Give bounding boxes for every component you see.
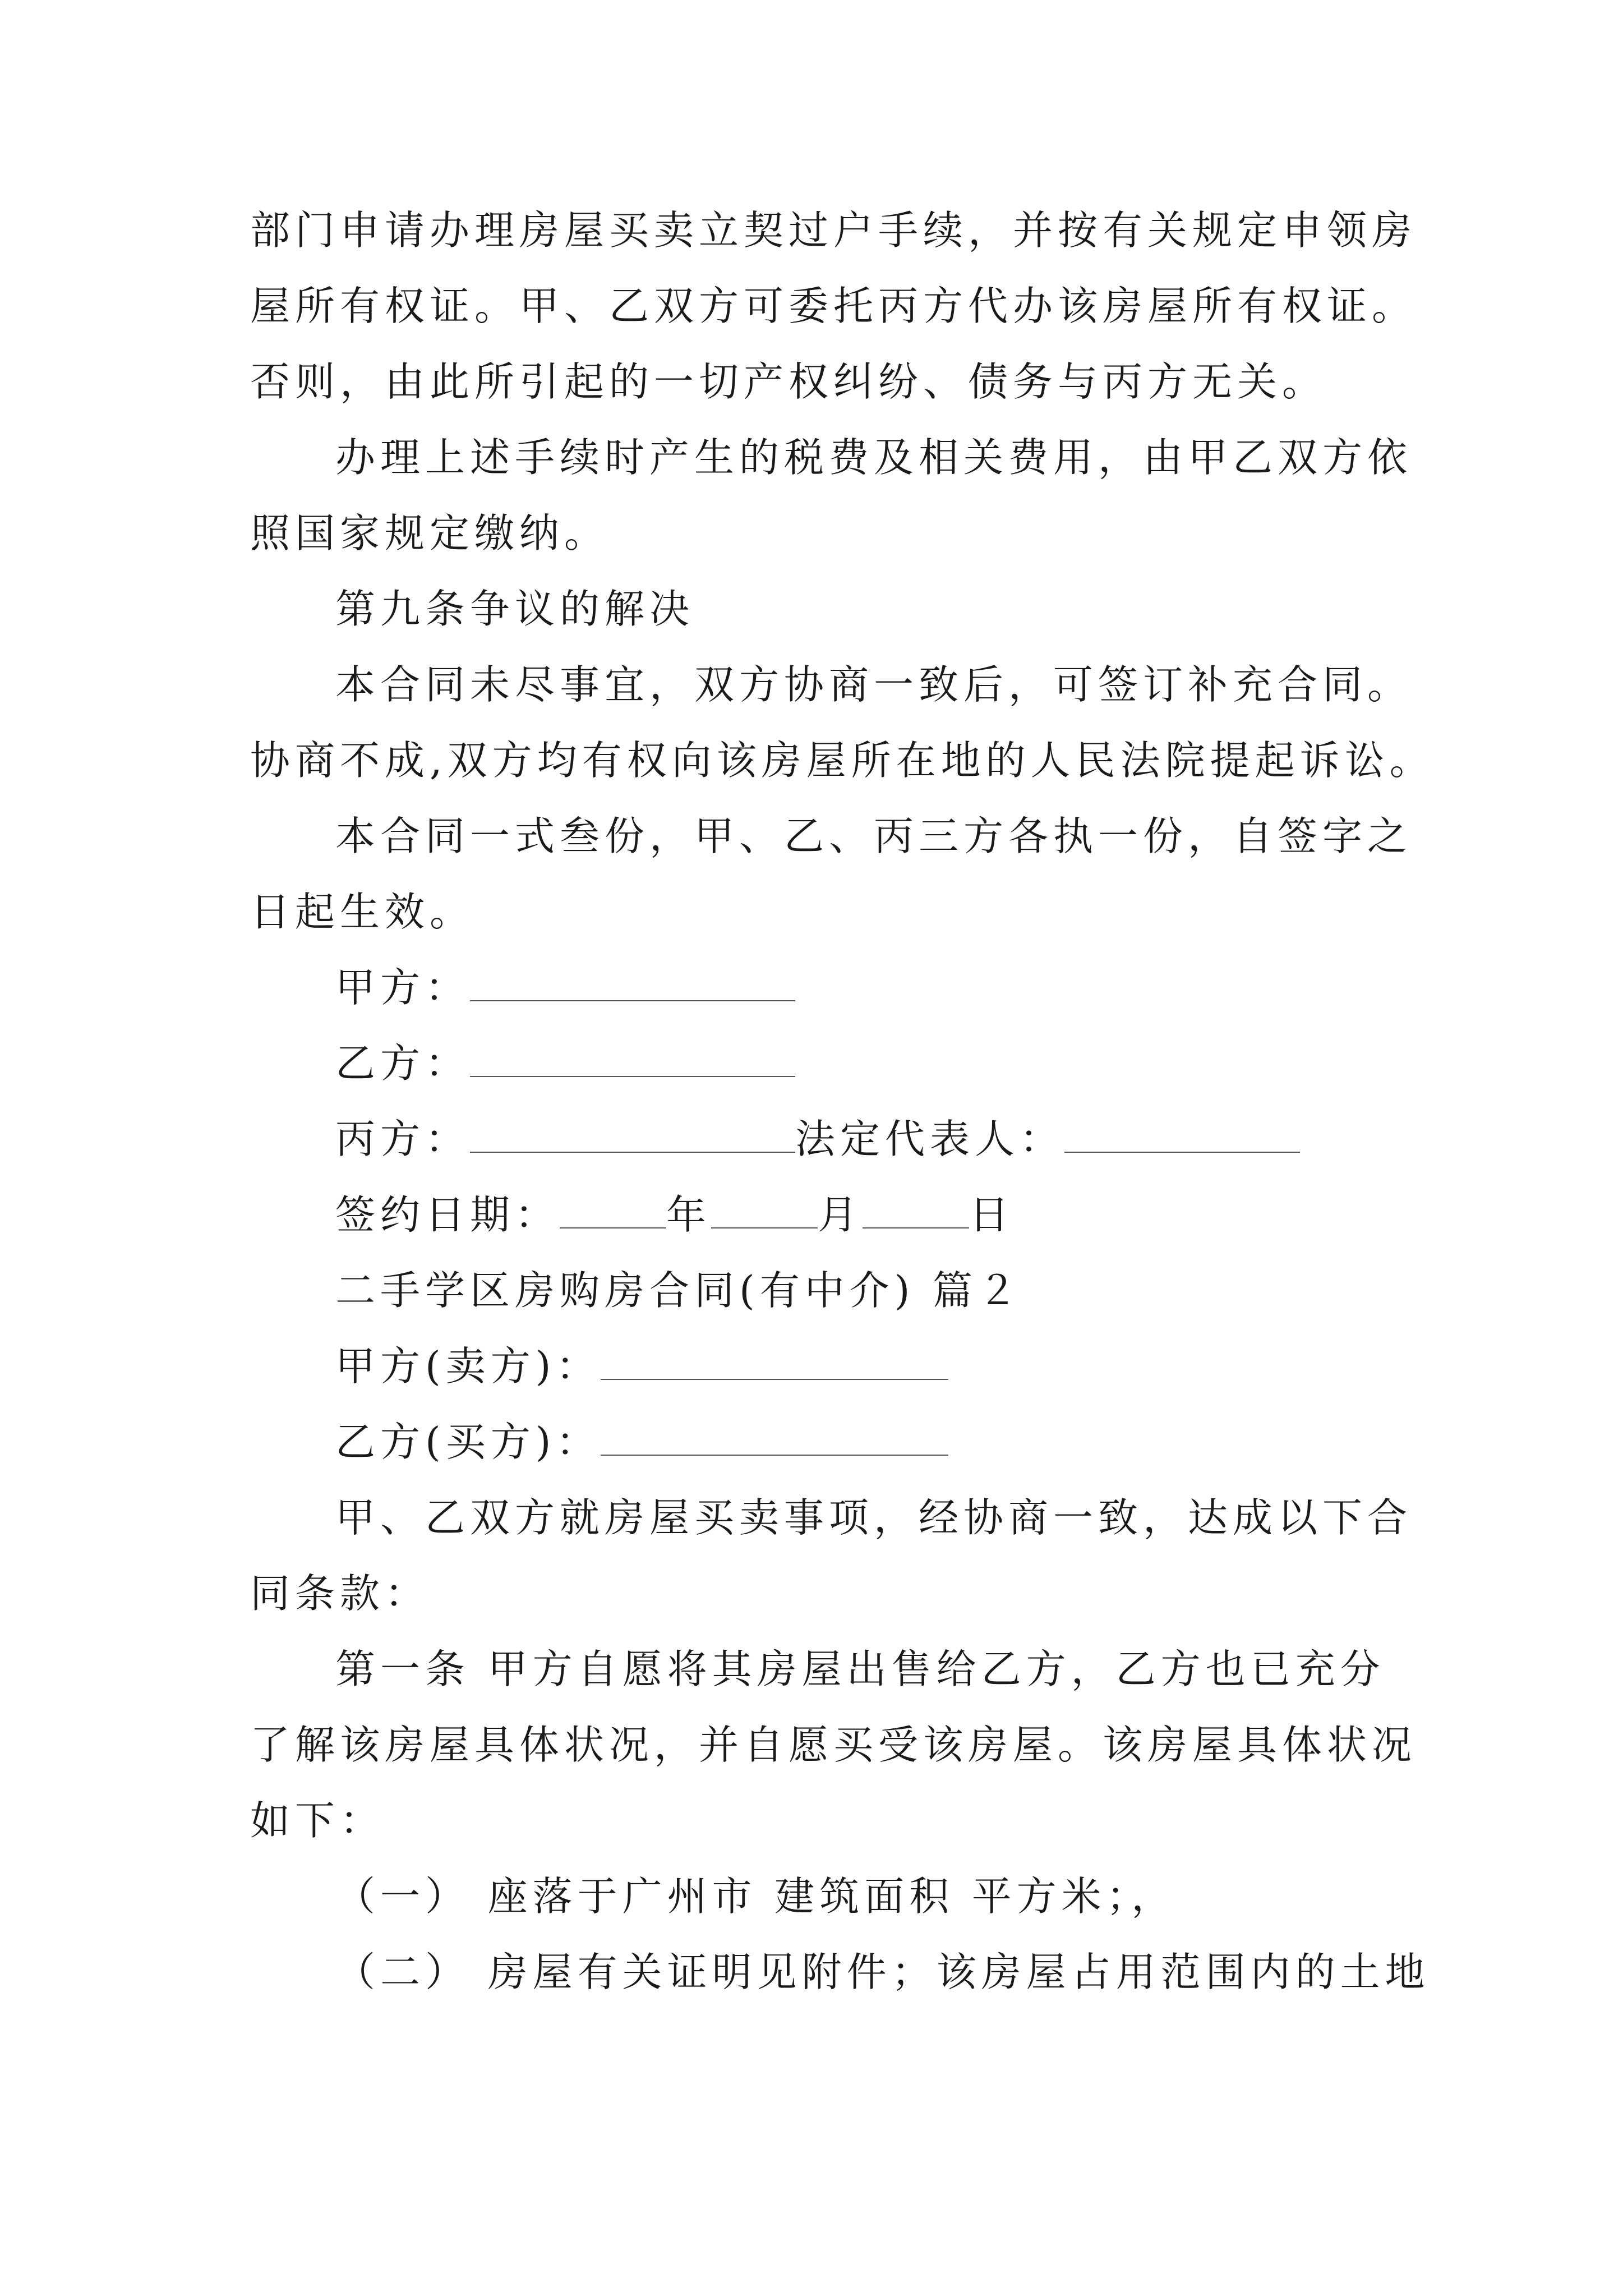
text-line: 如下：	[250, 1797, 385, 1844]
year-label: 年	[666, 1191, 712, 1238]
article-heading: 第一条 甲方自愿将其房屋出售给乙方，乙方也已充分	[335, 1646, 1385, 1692]
text-line: 照国家规定缴纳。	[250, 510, 610, 556]
party-a-blank	[470, 970, 795, 1001]
sign-date-label: 签约日期：	[335, 1191, 560, 1238]
legal-rep-blank	[1064, 1121, 1300, 1153]
month-blank	[711, 1197, 818, 1228]
sign-date-line	[335, 1187, 1014, 1243]
list-item: （一） 座落于广州市 建筑面积 平方米；，	[335, 1873, 1177, 1920]
day-label: 日	[969, 1191, 1015, 1238]
party-b-blank	[470, 1046, 795, 1077]
party-a-label: 甲方：	[335, 964, 471, 1011]
day-blank	[863, 1197, 969, 1228]
month-label: 月	[818, 1191, 863, 1238]
text-line: 协商不成,双方均有权向该房屋所在地的人民法院提起诉讼。	[250, 737, 1435, 784]
text-line: 否则，由此所引起的一切产权纠纷、债务与丙方无关。	[250, 358, 1327, 405]
text-line: 屋所有权证。甲、乙双方可委托丙方代办该房屋所有权证。	[250, 283, 1417, 329]
text-line: 本合同一式叁份，甲、乙、丙三方各执一份，自签字之	[335, 813, 1413, 859]
text-line: 办理上述手续时产生的税费及相关费用，由甲乙双方依	[335, 434, 1413, 481]
text-line: 本合同未尽事宜，双方协商一致后，可签订补充合同。	[335, 661, 1413, 708]
list-item: （二） 房屋有关证明见附件；该房屋占用范围内的土地	[335, 1949, 1430, 1995]
party-c-label: 丙方：	[335, 1116, 471, 1162]
seller-blank	[601, 1349, 948, 1380]
buyer-label: 乙方(买方)：	[335, 1419, 601, 1465]
party-b-label: 乙方：	[335, 1040, 471, 1087]
text-line: 部门申请办理房屋买卖立契过户手续，并按有关规定申领房	[250, 207, 1417, 254]
buyer-line	[335, 1414, 948, 1470]
party-b-signature-line	[335, 1036, 795, 1092]
year-blank	[560, 1197, 666, 1228]
text-line: 甲、乙双方就房屋买卖事项，经协商一致，达成以下合	[335, 1494, 1413, 1541]
party-c-blank	[470, 1121, 795, 1153]
party-a-signature-line	[335, 960, 795, 1016]
text-line: 同条款：	[250, 1570, 430, 1617]
buyer-blank	[601, 1424, 948, 1456]
contract-title: 二手学区房购房合同(有中介) 篇２	[335, 1267, 1022, 1314]
legal-rep-label: 法定代表人：	[795, 1116, 1065, 1162]
text-line: 日起生效。	[250, 889, 475, 935]
party-c-signature-line	[335, 1111, 1300, 1167]
seller-label: 甲方(卖方)：	[335, 1343, 601, 1389]
seller-line	[335, 1338, 948, 1395]
section-heading: 第九条争议的解决	[335, 586, 695, 632]
text-line: 了解该房屋具体状况，并自愿买受该房屋。该房屋具体状况	[250, 1722, 1417, 1768]
